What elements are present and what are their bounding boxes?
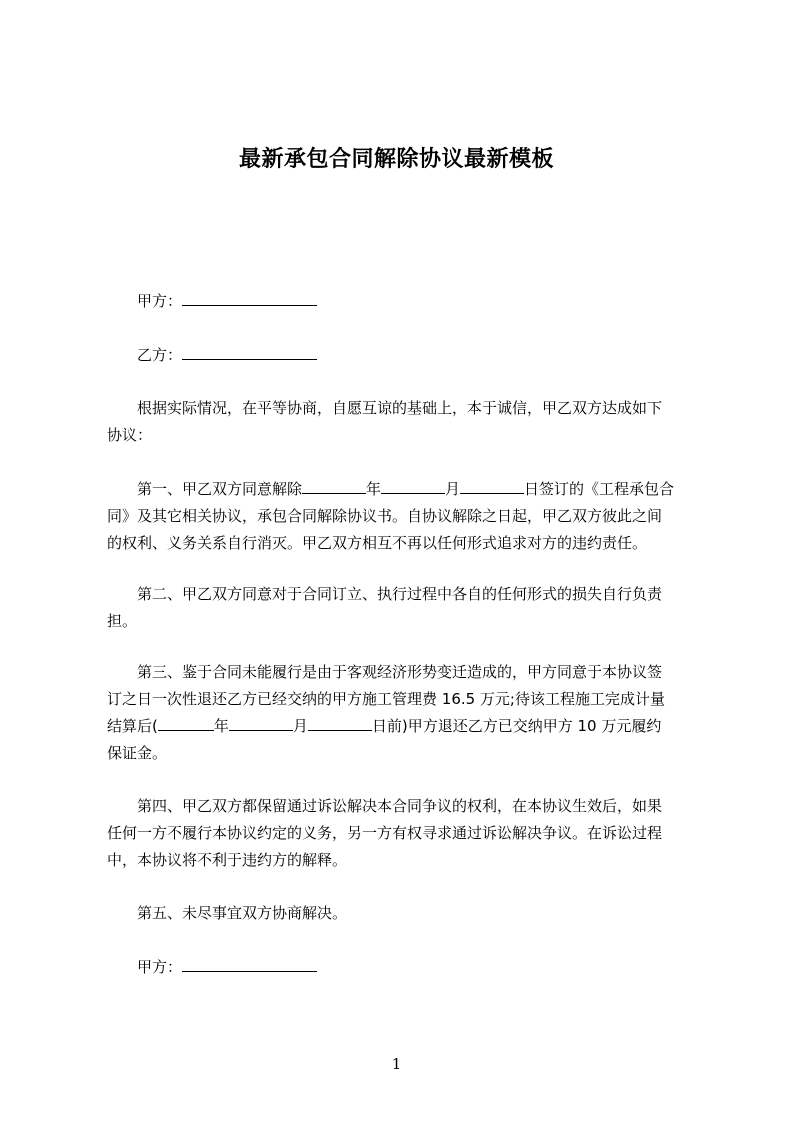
clause-3-line-1: 第三、鉴于合同未能履行是由于客观经济形势变迁造成的，甲方同意于本协议签 [137, 663, 663, 681]
clause-1-month: 月 [445, 480, 461, 498]
clause-4-line-2: 任何一方不履行本协议约定的义务，另一方有权寻求通过诉讼解决争议。在诉讼过程 [107, 824, 663, 842]
clause-1-line-1 [107, 476, 730, 503]
clause-3-open: 结算后( [107, 717, 158, 735]
clause-3-month: 月 [292, 717, 308, 735]
party-b-label: 乙方： [137, 346, 183, 364]
party-b-line [107, 342, 730, 369]
clause-2-line-1: 第二、甲乙双方同意对于合同订立、执行过程中各自的任何形式的损失自行负责 [137, 585, 663, 603]
closing-party-a-label: 甲方： [137, 958, 183, 976]
intro-line-1: 根据实际情况，在平等协商，自愿互谅的基础上，本于诚信，甲乙双方达成如下 [137, 399, 663, 417]
clause-1-line-2: 同》及其它相关协议，承包合同解除协议书。自协议解除之日起，甲乙双方彼此之间 [107, 507, 663, 525]
clause-2-line-2: 担。 [107, 612, 138, 630]
page-title: 最新承包合同解除协议最新模板 [238, 147, 554, 172]
clause-5-line-1: 第五、未尽事宜双方协商解决。 [137, 904, 348, 922]
party-a-label: 甲方： [137, 292, 183, 310]
clause-1-year-blank [302, 478, 366, 494]
closing-party-a-line [107, 954, 730, 981]
clause-3-line-4: 保证金。 [107, 744, 168, 762]
clause-3-month-blank [229, 715, 293, 731]
clause-3-line-2: 订之日一次性退还乙方已经交纳的甲方施工管理费 16.5 万元;待该工程施工完成计量 [107, 690, 665, 708]
clause-3-rest: 日前)甲方退还乙方已交纳甲方 10 万元履约 [371, 717, 662, 735]
closing-party-a-blank [182, 956, 317, 972]
clause-1-month-blank [381, 478, 445, 494]
page-number: 1 [391, 1055, 402, 1073]
clause-3-line-3 [107, 713, 700, 740]
intro-line-2: 协议： [107, 426, 153, 444]
party-b-blank [182, 344, 317, 360]
clause-1-line-3: 的权利、义务关系自行消灭。甲乙双方相互不再以任何形式追求对方的违约责任。 [107, 534, 648, 552]
clause-4-line-1: 第四、甲乙双方都保留通过诉讼解决本合同争议的权利，在本协议生效后，如果 [137, 797, 663, 815]
clause-4-line-3: 中，本协议将不利于违约方的解释。 [107, 851, 348, 869]
party-a-blank [182, 290, 317, 306]
clause-1-day-blank [460, 478, 524, 494]
clause-3-year-blank [158, 715, 214, 731]
clause-1-day-text: 日签订的《工程承包合 [524, 480, 675, 498]
clause-3-day-blank [308, 715, 372, 731]
party-a-line [107, 288, 730, 315]
clause-1-text: 第一、甲乙双方同意解除 [137, 480, 303, 498]
clause-3-year: 年 [213, 717, 229, 735]
clause-1-year: 年 [366, 480, 382, 498]
